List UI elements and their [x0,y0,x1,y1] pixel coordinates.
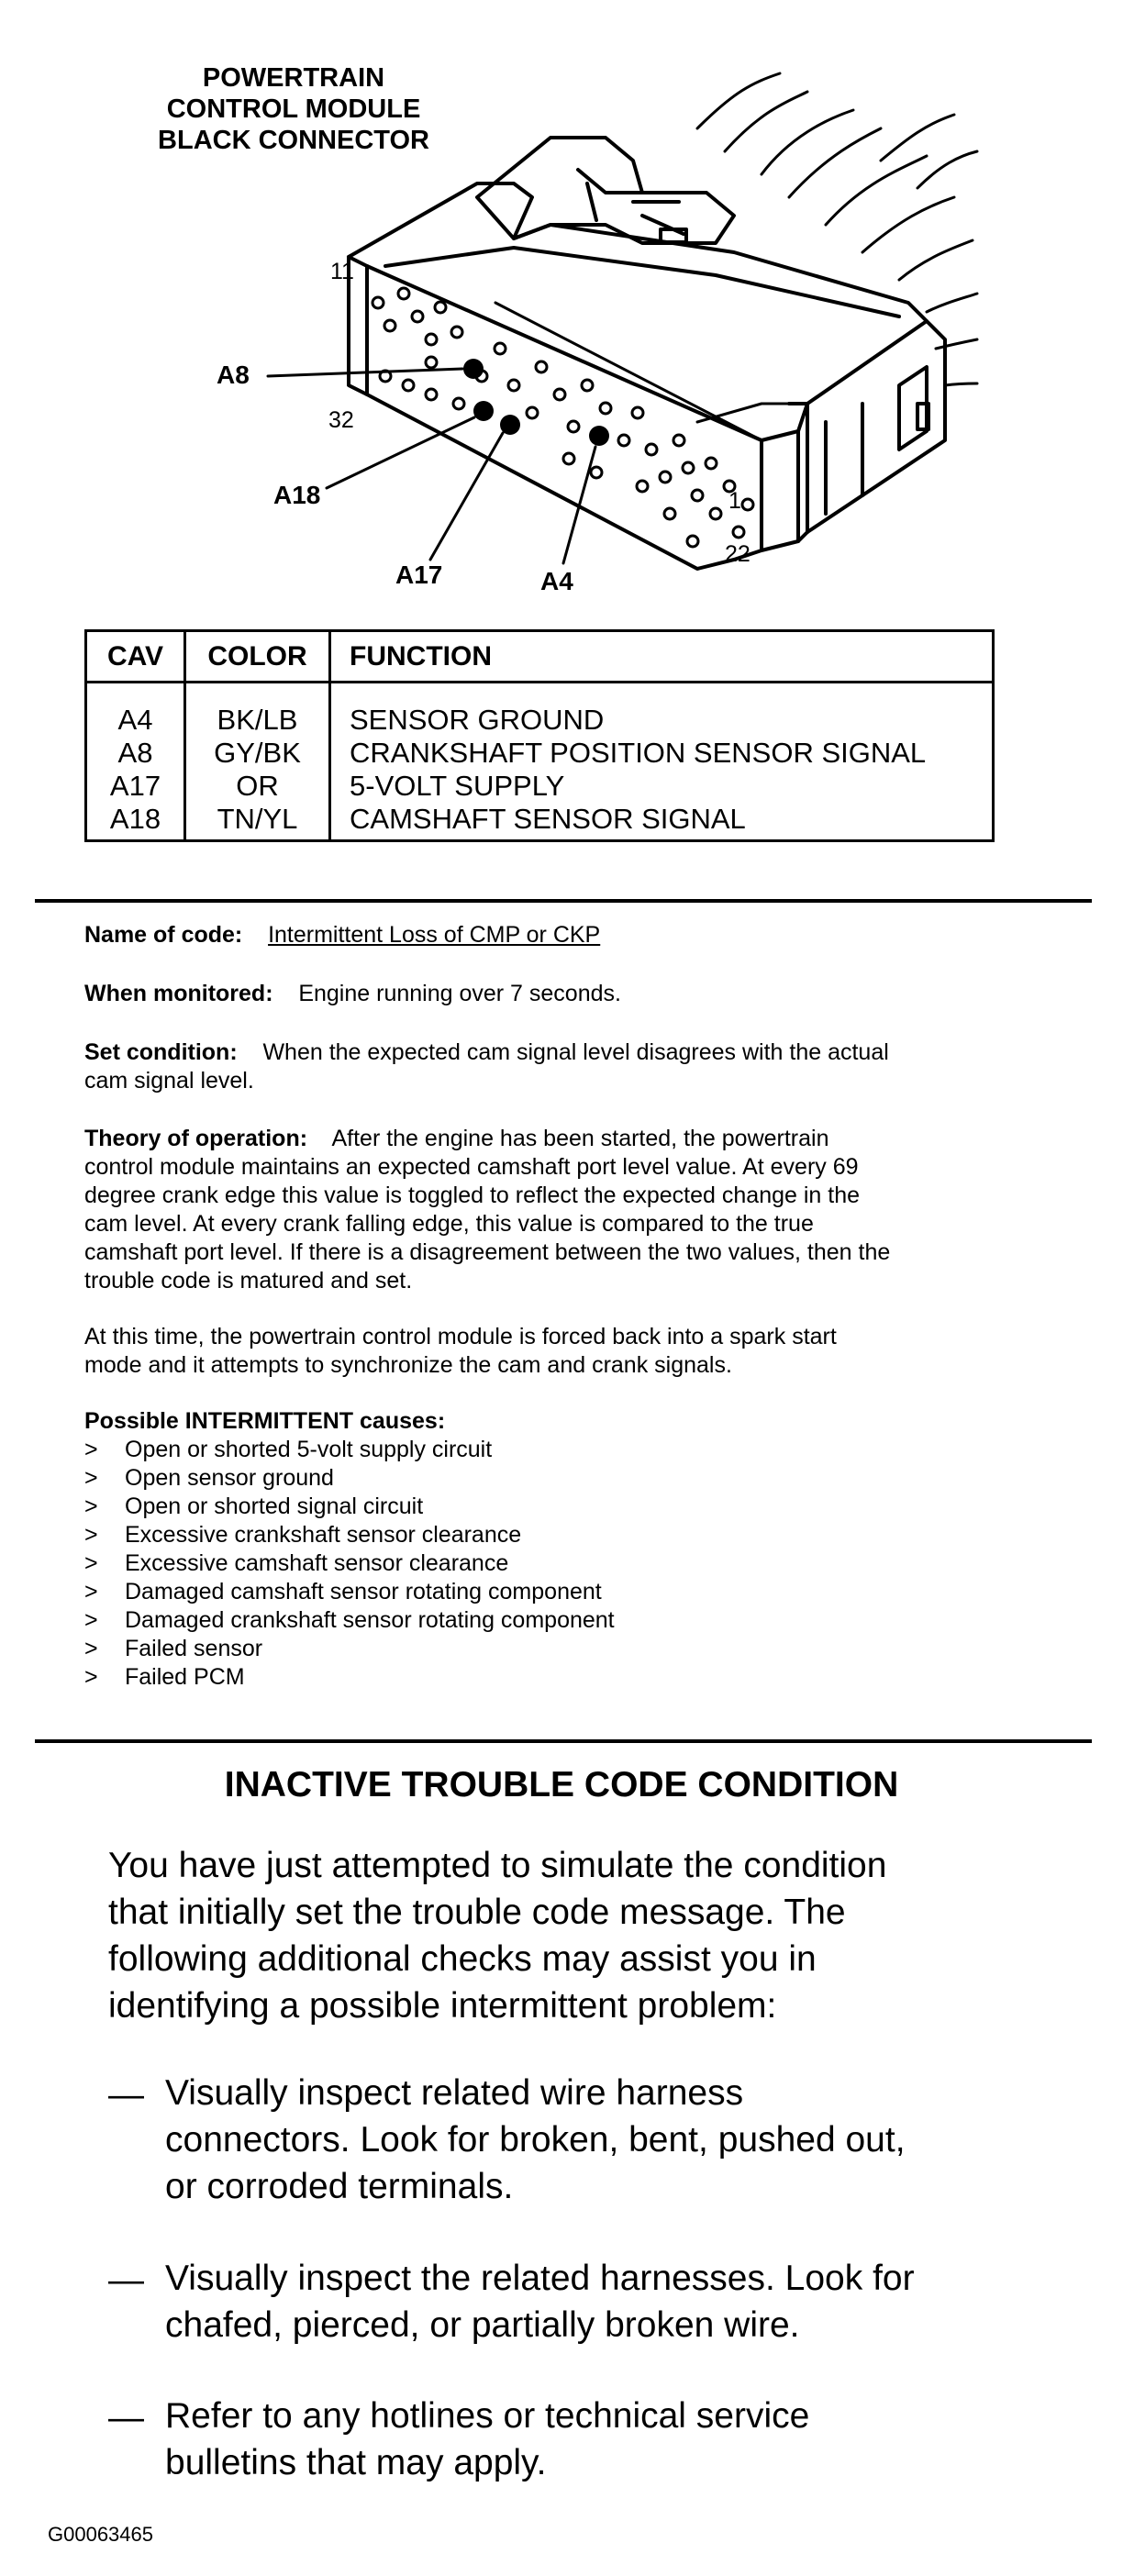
theory-block [84,1125,1048,1295]
intermittent-causes [84,1407,615,1692]
intro-paragraph [108,1842,886,2029]
intro-line: You have just attempted to simulate the condition [108,1846,887,1885]
table-cell-color: TN/YL [217,803,298,835]
monitored-value: Engine running over 7 seconds. [298,981,621,1006]
list-marker: > [84,1607,98,1633]
theory-text: After the engine has been started, the powertrain [331,1126,829,1151]
table-header-color: COLOR [186,632,328,683]
connector-drawing [0,0,1123,615]
table-cell-function: CAMSHAFT SENSOR SIGNAL [350,803,746,835]
list-marker: > [84,1664,98,1690]
check-line: Visually inspect the related harnesses. Look for [165,2259,915,2298]
list-marker: — [108,2075,144,2115]
cav-column [87,632,186,839]
spark-start-text: mode and it attempts to synchronize the cam and crank signals. [84,1352,732,1378]
table-cell-cav: A18 [109,803,161,835]
set-condition-text: When the expected cam signal level disagrees with the actual [262,1039,889,1065]
wire-bundle [697,73,977,385]
cavity-holes [372,288,753,547]
check-line: Refer to any hotlines or technical service [165,2396,810,2436]
check-line: or corroded terminals. [165,2167,514,2206]
check-item [165,2393,809,2486]
intro-line: identifying a possible intermittent problem: [108,1986,777,2026]
table-cell-function: SENSOR GROUND [350,704,605,736]
connector-shell-top [349,183,927,321]
table-cell-function: CRANKSHAFT POSITION SENSOR SIGNAL [350,737,927,769]
theory-text: trouble code is matured and set. [84,1268,413,1294]
table-header-function: FUNCTION [331,632,992,683]
set-condition-label: Set condition: [84,1039,238,1065]
pin-a18-dot [473,401,494,421]
check-item [165,2255,915,2348]
list-item [84,1663,615,1692]
cause-text: Failed PCM [125,1664,245,1690]
pin-function-table [84,629,995,842]
list-item [84,1549,615,1578]
list-marker: > [84,1493,98,1519]
check-line: Visually inspect related wire harness [165,2073,744,2113]
code-name-row [84,921,1048,949]
section-title: INACTIVE TROUBLE CODE CONDITION [224,1765,899,1804]
set-condition-block [84,1038,1048,1095]
list-marker: — [108,2260,144,2300]
check-item [165,2070,906,2210]
list-item [84,1493,615,1521]
monitored-label: When monitored: [84,981,273,1006]
theory-text: control module maintains an expected camshaft port level value. At every 69 [84,1154,859,1180]
cause-text: Open sensor ground [125,1465,334,1491]
table-cell-color: OR [236,770,279,802]
figure-id: G00063465 [48,2523,153,2546]
theory-label: Theory of operation: [84,1126,308,1151]
cavity-number-32: 32 [328,407,354,433]
table-header-cav: CAV [87,632,183,683]
pin-a8-dot [463,359,484,379]
color-column [186,632,331,839]
list-item [84,1521,615,1549]
list-marker: > [84,1636,98,1661]
table-cell-function: 5-VOLT SUPPLY [350,770,565,802]
cause-text: Open or shorted 5-volt supply circuit [125,1437,493,1462]
cavity-number-1: 1 [728,488,741,514]
check-line: connectors. Look for broken, bent, pushed out, [165,2120,906,2160]
diagram-title-line: CONTROL MODULE [166,94,421,124]
cause-text: Open or shorted signal circuit [125,1493,424,1519]
table-cell-cav: A8 [117,737,153,769]
pin-label-a4: A4 [540,567,573,595]
list-marker: > [84,1579,98,1604]
pin-a4-dot [589,426,609,446]
cause-text: Damaged camshaft sensor rotating component [125,1579,602,1604]
theory-text: cam level. At every crank falling edge, this value is compared to the true [84,1211,814,1237]
check-line: chafed, pierced, or partially broken wire. [165,2305,800,2345]
connector-diagram [0,0,1123,615]
causes-heading: Possible INTERMITTENT causes: [84,1408,446,1434]
cavity-number-22: 22 [725,541,751,567]
cause-text: Excessive camshaft sensor clearance [125,1550,509,1576]
cause-text: Damaged crankshaft sensor rotating component [125,1607,615,1633]
theory-text: degree crank edge this value is toggled to reflect the expected change in the [84,1183,861,1208]
function-column [331,632,992,839]
pin-label-a18: A18 [273,481,321,509]
table-cell-color: BK/LB [217,704,298,736]
cavity-number-11: 11 [330,259,354,284]
diagram-title-line: BLACK CONNECTOR [158,126,429,155]
list-marker: > [84,1465,98,1491]
cause-text: Failed sensor [125,1636,263,1661]
list-marker: > [84,1437,98,1462]
list-item [84,1635,615,1663]
list-marker: > [84,1550,98,1576]
spark-start-block [84,1323,1048,1380]
list-item [84,1464,615,1493]
leader-lines [268,369,595,563]
list-item [84,1606,615,1635]
code-name-label: Name of code: [84,922,243,948]
list-item [84,1436,615,1464]
table-cell-cav: A4 [117,704,153,736]
table-cell-cav: A17 [109,770,161,802]
spark-start-text: At this time, the powertrain control module is forced back into a spark start [84,1324,837,1349]
check-line: bulletins that may apply. [165,2443,547,2482]
code-name-value: Intermittent Loss of CMP or CKP [268,922,601,948]
connector-face [349,257,762,569]
cause-text: Excessive crankshaft sensor clearance [125,1522,522,1548]
list-item [84,1578,615,1606]
list-marker: — [108,2398,144,2437]
set-condition-text: cam signal level. [84,1068,254,1094]
divider-rule [35,899,1092,903]
table-cell-color: GY/BK [214,737,301,769]
intro-line: following additional checks may assist you in [108,1939,817,1979]
pin-label-a8: A8 [217,361,250,389]
list-marker: > [84,1522,98,1548]
intro-line: that initially set the trouble code message. The [108,1893,846,1932]
monitored-row [84,980,1048,1008]
divider-rule [35,1739,1092,1743]
theory-text: camshaft port level. If there is a disagreement between the two values, then the [84,1239,891,1265]
pin-label-a17: A17 [395,561,443,589]
diagram-title-line: POWERTRAIN [202,63,385,93]
